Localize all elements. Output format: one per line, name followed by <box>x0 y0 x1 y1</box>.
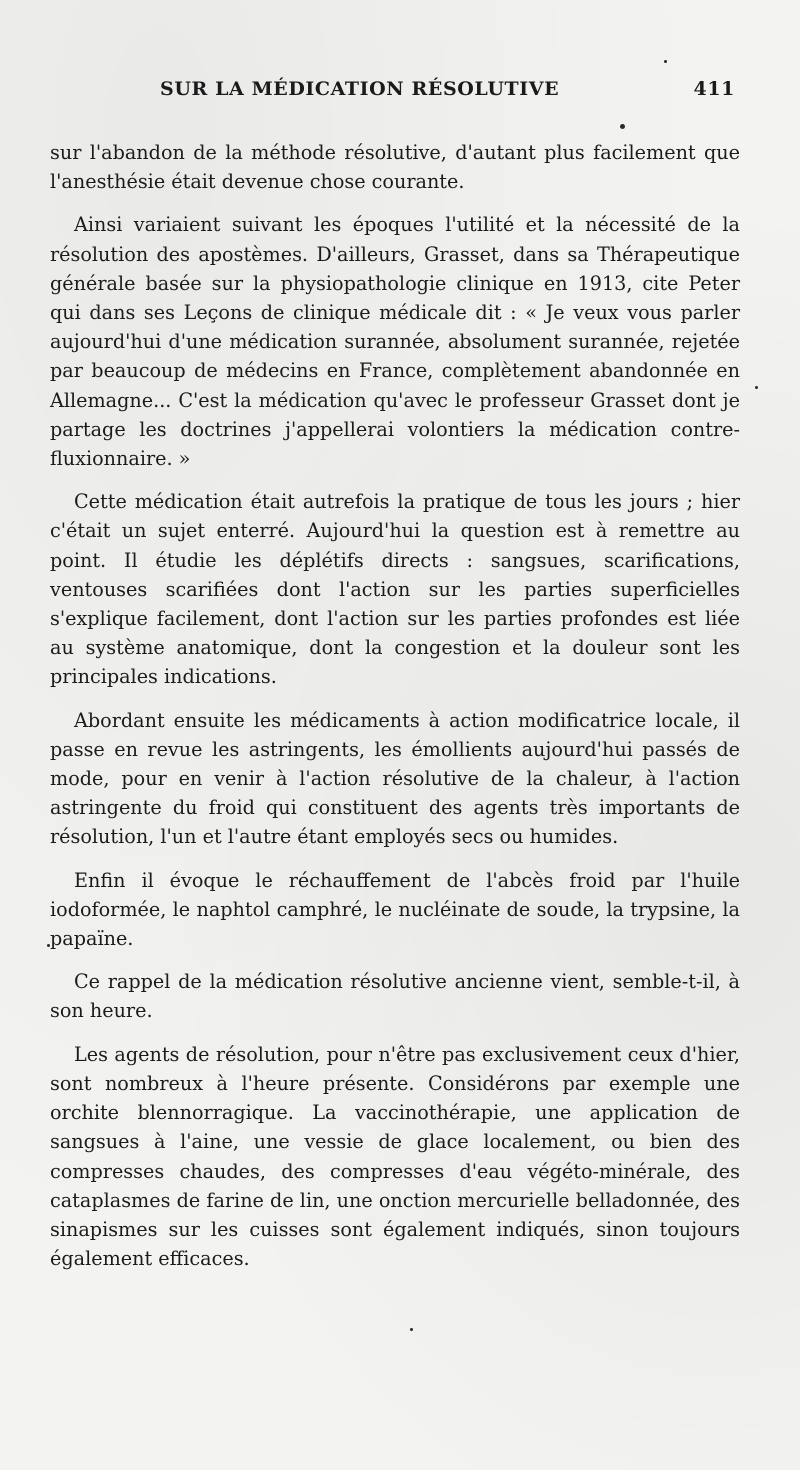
print-speck <box>755 386 758 389</box>
print-speck <box>47 944 50 947</box>
print-speck <box>664 60 667 63</box>
paragraph: Les agents de résolution, pour n'être pas exclusivement ceux d'hier, sont nombreux à l'heure présente. Considérons par exemple une orchite blennorragique. La vaccinothérapie, une application de sangsues à l'aine, une vessie de glace localement, ou bien des compresses chaudes, des compresses d'eau végéto-minérale, des cataplasmes de farine de lin, une onction mercurielle belladonnée, des sinapismes sur les cuisses sont également indiqués, sinon toujours également efficaces. <box>50 1042 740 1271</box>
running-title: SUR LA MÉDICATION RÉSOLUTIVE <box>160 78 560 100</box>
body-text <box>50 138 740 1287</box>
paragraph: Enfin il évoque le réchauffement de l'abcès froid par l'huile iodoformée, le naphtol camphré, le nucléinate de soude, la trypsine, la papaïne. <box>50 868 740 951</box>
print-speck <box>620 124 625 129</box>
page-number: 411 <box>693 78 735 100</box>
print-speck <box>410 1328 413 1331</box>
paragraph-continued: sur l'abandon de la méthode résolutive, d'autant plus facilement que l'anesthésie était devenue chose courante. <box>50 141 740 194</box>
paragraph: Ce rappel de la médication résolutive ancienne vient, semble-t-il, à son heure. <box>50 970 740 1023</box>
paragraph: Ainsi variaient suivant les époques l'utilité et la nécessité de la résolution des apostèmes. D'ailleurs, Grasset, dans sa Thérapeutique générale basée sur la physiopathologie clinique en 1913, cite Peter qui dans ses Leçons de clinique médicale dit : « Je veux vous parler aujourd'hui d'une médication surannée, absolument surannée, rejetée par beaucoup de médecins en France, complètement abandonnée en Allemagne... C'est la médication qu'avec le professeur Grasset dont je partage les doctrines j'appellerai volontiers la médication contre-fluxionnaire. » <box>50 213 740 471</box>
paragraph: Abordant ensuite les médicaments à action modificatrice locale, il passe en revue les astringents, les émollients aujourd'hui passés de mode, pour en venir à l'action résolutive de la chaleur, à l'action astringente du froid qui constituent des agents très importants de résolution, l'un et l'autre étant employés secs ou humides. <box>50 708 740 849</box>
running-head <box>160 78 735 108</box>
paragraph: Cette médication était autrefois la pratique de tous les jours ; hier c'était un sujet enterré. Aujourd'hui la question est à remettre au point. Il étudie les déplétifs directs : sangsues, scarifications, ventouses scarifiées dont l'action sur les parties superficielles s'explique facilement, dont l'action sur les parties profondes est liée au système anatomique, dont la congestion et la douleur sont les principales indications. <box>50 490 740 689</box>
